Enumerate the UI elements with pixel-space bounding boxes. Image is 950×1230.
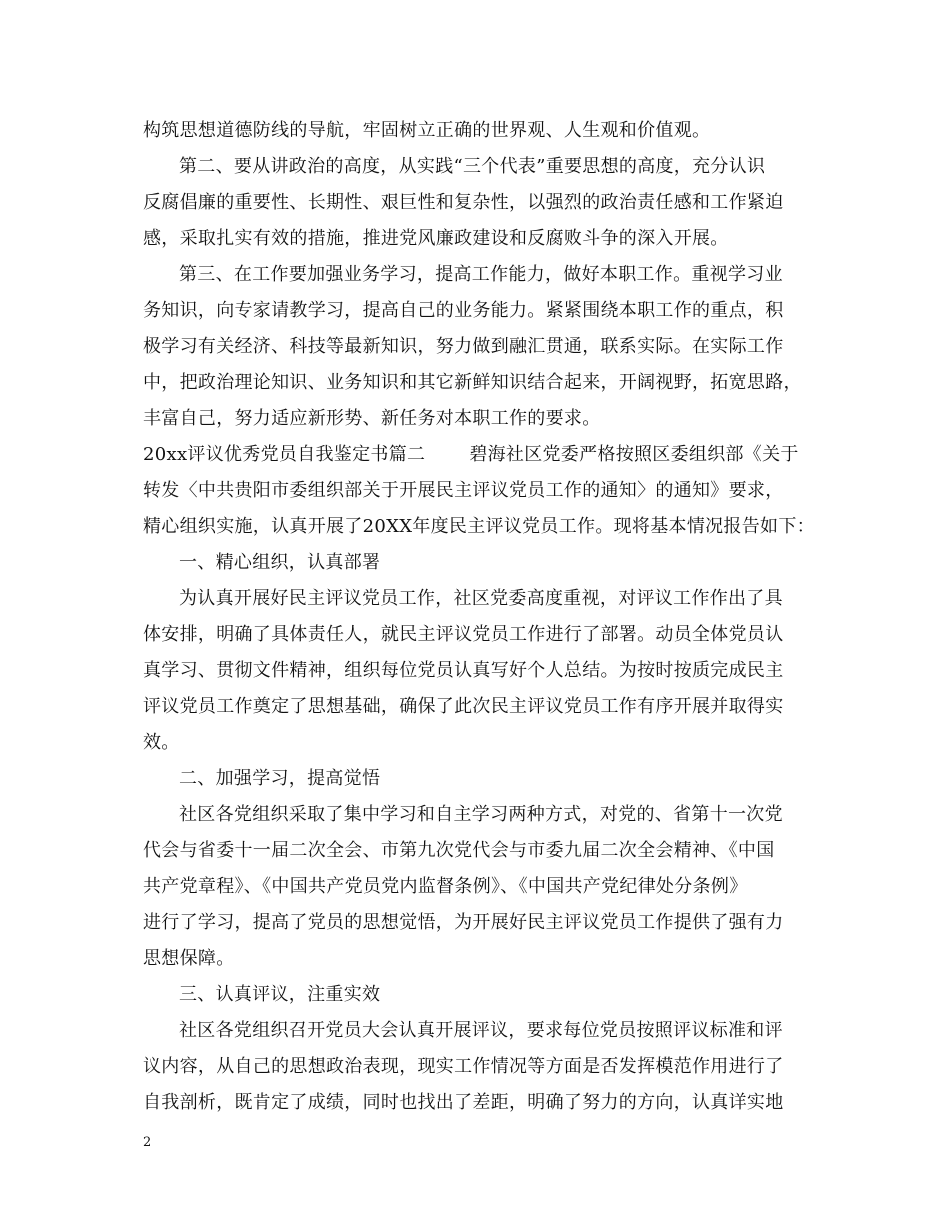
paragraph-line: 精心组织实施，认真开展了20XX年度民主评议党员工作。现将基本情况报告如下： [143, 516, 815, 537]
paragraph-line: 中，把政治理论知识、业务知识和其它新鲜知识结合起来，开阔视野，拓宽思路， [143, 372, 802, 393]
paragraph-line: 体安排，明确了具体责任人，就民主评议党员工作进行了部署。动员全体党员认 [143, 624, 784, 645]
paragraph-line: 效。 [143, 732, 180, 753]
paragraph-line: 构筑思想道德防线的导航，牢固树立正确的世界观、人生观和价值观。 [143, 120, 711, 141]
paragraph-line: 感，采取扎实有效的措施，推进党风廉政建设和反腐败斗争的深入开展。 [143, 228, 729, 249]
paragraph-line: 社区各党组织采取了集中学习和自主学习两种方式，对党的、省第十一次党 [179, 804, 783, 825]
subsection-heading: 一、精心组织，认真部署 [179, 552, 381, 573]
paragraph-line: 第三、在工作要加强业务学习，提高工作能力，做好本职工作。重视学习业 [179, 264, 783, 285]
section-intro-text: 碧海社区党委严格按照区委组织部《关于 [469, 444, 799, 465]
paragraph-line: 反腐倡廉的重要性、长期性、艰巨性和复杂性，以强烈的政治责任感和工作紧迫 [143, 192, 784, 213]
paragraph-line: 议内容，从自己的思想政治表现，现实工作情况等方面是否发挥模范作用进行了 [143, 1056, 784, 1077]
paragraph-line: 代会与省委十一届二次全会、市第九次党代会与市委九届二次全会精神、《中国 [143, 840, 775, 861]
paragraph-line: 第二、要从讲政治的高度，从实践“三个代表”重要思想的高度，充分认识 [179, 156, 766, 177]
paragraph-line: 为认真开展好民主评议党员工作，社区党委高度重视，对评议工作作出了具 [179, 588, 783, 609]
paragraph-line: 社区各党组织召开党员大会认真开展评议，要求每位党员按照评议标准和评 [179, 1020, 783, 1041]
paragraph-line: 务知识，向专家请教学习，提高自己的业务能力。紧紧围绕本职工作的重点，积 [143, 300, 784, 321]
subsection-heading: 二、加强学习，提高觉悟 [179, 768, 381, 789]
subsection-heading: 三、认真评议，注重实效 [179, 984, 381, 1005]
paragraph-line: 共产党章程》、《中国共产党员党内监督条例》、《中国共产党纪律处分条例》 [143, 876, 748, 897]
paragraph-line: 转发〈中共贵阳市委组织部关于开展民主评议党员工作的通知〉的通知》要求， [143, 480, 784, 501]
page-number: 2 [143, 1135, 152, 1150]
paragraph-line: 极学习有关经济、科技等最新知识，努力做到融汇贯通，联系实际。在实际工作 [143, 336, 784, 357]
section-title: 20xx评议优秀党员自我鉴定书篇二 [143, 444, 426, 465]
paragraph-line: 丰富自己，努力适应新形势、新任务对本职工作的要求。 [143, 408, 601, 429]
paragraph-line: 评议党员工作奠定了思想基础，确保了此次民主评议党员工作有序开展并取得实 [143, 696, 784, 717]
paragraph-line: 真学习、贯彻文件精神，组织每位党员认真写好个人总结。为按时按质完成民主 [143, 660, 784, 681]
paragraph-line: 进行了学习，提高了党员的思想觉悟，为开展好民主评议党员工作提供了强有力 [143, 912, 784, 933]
paragraph-line: 自我剖析，既肯定了成绩，同时也找出了差距，明确了努力的方向，认真详实地 [143, 1092, 784, 1113]
section-heading-line [143, 437, 813, 473]
paragraph-line: 思想保障。 [143, 948, 235, 969]
document-body [143, 113, 813, 1121]
